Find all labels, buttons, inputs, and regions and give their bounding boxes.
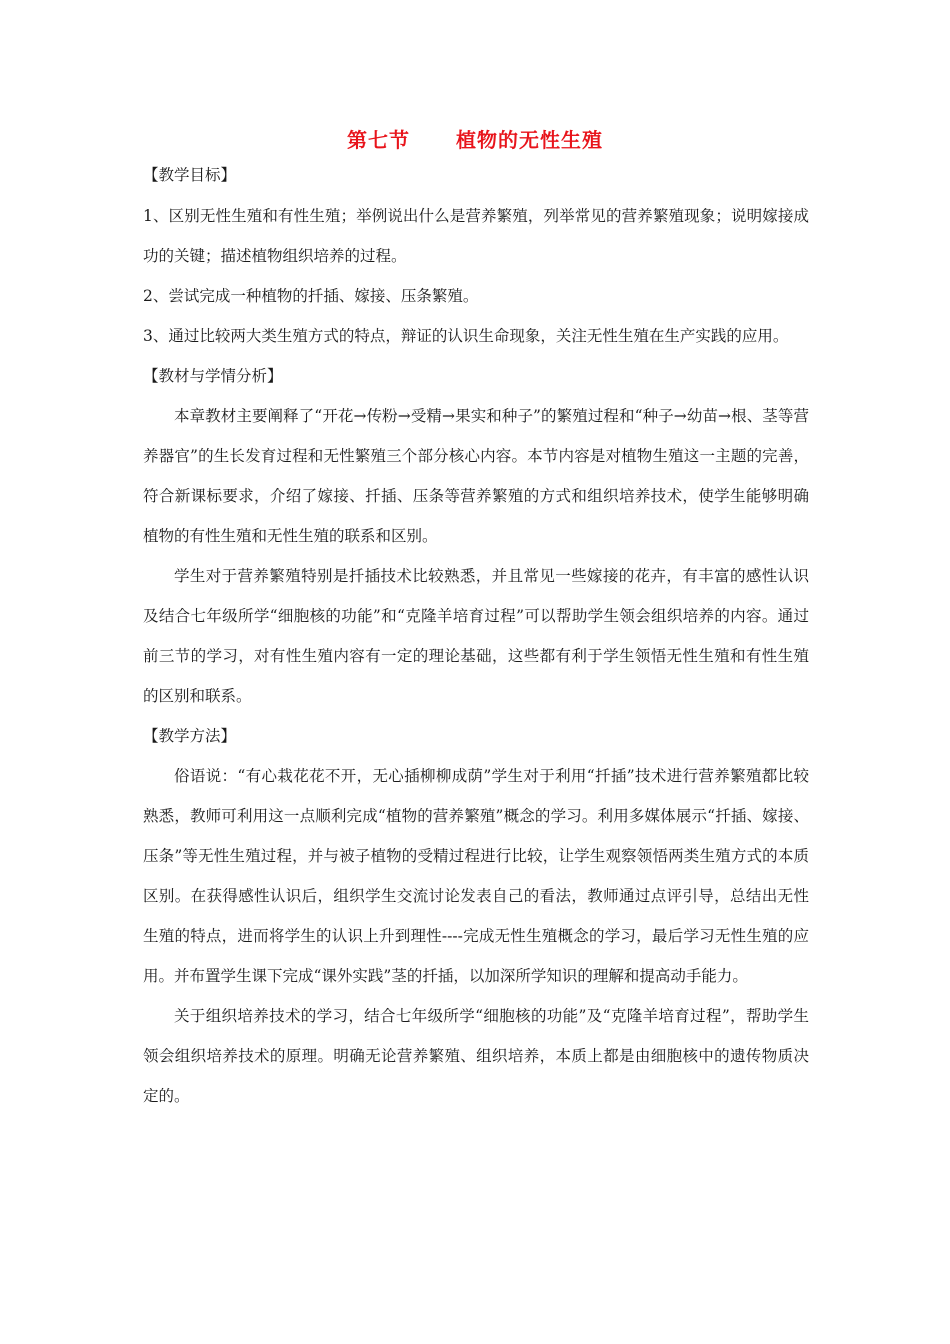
analysis-heading: 【教材与学情分析】	[143, 367, 283, 385]
objectives-heading: 【教学目标】	[143, 166, 237, 184]
methods-paragraph-1: 俗语说：“有心栽花花不开，无心插柳柳成荫”学生对于利用“扦插”技术进行营养繁殖都比较熟悉，教师可利用这一点顺利完成“植物的营养繁殖”概念的学习。利用多媒体展示“扦插、嫁接、压条”等无性生殖过程，并与被子植物的受精过程进行比较，让学生观察领悟两类生殖方式的本质区别。在获得感性认识后，组织学生交流讨论发表自己的看法，教师通过点评引导，总结出无性生殖的特点，进而将学生的认识上升到理性----完成无性生殖概念的学习，最后学习无性生殖的应用。并布置学生课下完成“课外实践”茎的扦插，以加深所学知识的理解和提高动手能力。	[143, 767, 809, 985]
title-topic: 植物的无性生殖	[456, 128, 603, 152]
analysis-paragraph-2: 学生对于营养繁殖特别是扦插技术比较熟悉，并且常见一些嫁接的花卉，有丰富的感性认识及结合七年级所学“细胞核的功能”和“克隆羊培育过程”可以帮助学生领会组织培养的内容。通过前三节的学习，对有性生殖内容有一定的理论基础，这些都有利于学生领悟无性生殖和有性生殖的区别和联系。	[143, 567, 809, 705]
objective-item-3: 3、通过比较两大类生殖方式的特点，辩证的认识生命现象，关注无性生殖在生产实践的应用。	[143, 327, 789, 345]
objective-item-2: 2、尝试完成一种植物的扦插、嫁接、压条繁殖。	[143, 287, 479, 305]
methods-heading: 【教学方法】	[143, 727, 237, 745]
page-title	[0, 124, 950, 153]
analysis-paragraph-1: 本章教材主要阐释了“开花→传粉→受精→果实和种子”的繁殖过程和“种子→幼苗→根、茎等营养器官”的生长发育过程和无性繁殖三个部分核心内容。本节内容是对植物生殖这一主题的完善，符合新课标要求，介绍了嫁接、扦插、压条等营养繁殖的方式和组织培养技术，使学生能够明确植物的有性生殖和无性生殖的联系和区别。	[143, 407, 809, 545]
objective-item-1: 1、区别无性生殖和有性生殖；举例说出什么是营养繁殖，列举常见的营养繁殖现象；说明嫁接成功的关键；描述植物组织培养的过程。	[143, 207, 809, 265]
title-section-number: 第七节	[347, 128, 410, 152]
document-body	[143, 160, 809, 1116]
methods-paragraph-2: 关于组织培养技术的学习，结合七年级所学“细胞核的功能”及“克隆羊培育过程”，帮助学生领会组织培养技术的原理。明确无论营养繁殖、组织培养，本质上都是由细胞核中的遗传物质决定的。	[143, 1007, 809, 1105]
